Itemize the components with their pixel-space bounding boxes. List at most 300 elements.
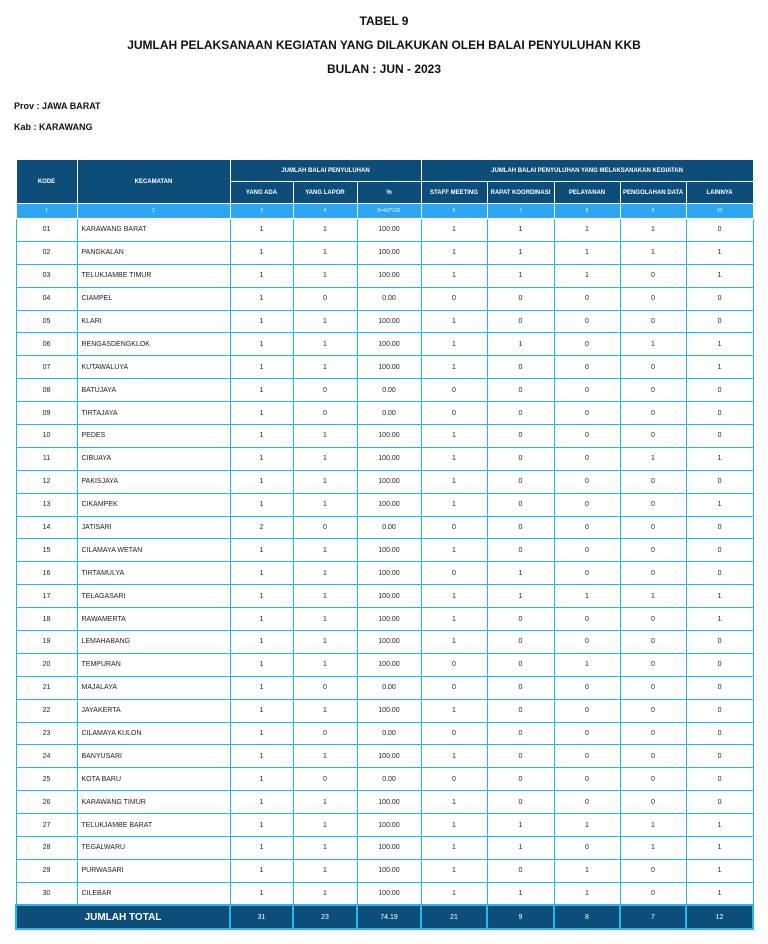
total-label: JUMLAH TOTAL	[16, 905, 230, 929]
cell-value: 0	[620, 402, 686, 425]
cell-value: 1	[487, 882, 554, 905]
report-period: BULAN : JUN - 2023	[326, 62, 442, 76]
table-row	[16, 379, 753, 402]
cell-kode: 23	[16, 722, 77, 745]
header-staff-meeting: STAFF MEETING	[421, 182, 487, 204]
cell-value: 0	[487, 516, 554, 539]
cell-value: 1	[293, 562, 357, 585]
cell-value: 0	[554, 425, 620, 448]
cell-value: 0.00	[357, 676, 421, 699]
cell-kecamatan: LEMAHABANG	[77, 631, 230, 654]
table-row	[16, 333, 753, 356]
total-value: 9	[487, 905, 554, 929]
table-row	[16, 562, 753, 585]
cell-kode: 30	[16, 882, 77, 905]
cell-value: 0	[487, 653, 554, 676]
cell-value: 1	[686, 585, 753, 608]
cell-value: 1	[230, 562, 293, 585]
cell-value: 100.00	[357, 585, 421, 608]
cell-value: 0	[686, 768, 753, 791]
cell-value: 0	[554, 470, 620, 493]
column-number: 6	[421, 204, 487, 219]
cell-value: 1	[421, 470, 487, 493]
cell-value: 1	[487, 562, 554, 585]
cell-value: 100.00	[357, 356, 421, 379]
cell-value: 1	[421, 493, 487, 516]
province-label: Prov :	[14, 101, 40, 111]
cell-value: 0	[487, 379, 554, 402]
cell-value: 1	[421, 608, 487, 631]
table-row	[16, 402, 753, 425]
cell-value: 1	[554, 814, 620, 837]
cell-value: 1	[293, 470, 357, 493]
cell-value: 100.00	[357, 241, 421, 264]
cell-value: 0	[686, 745, 753, 768]
cell-value: 0	[421, 562, 487, 585]
cell-value: 0	[487, 493, 554, 516]
cell-value: 0	[620, 425, 686, 448]
cell-value: 100.00	[357, 699, 421, 722]
cell-value: 0	[421, 287, 487, 310]
cell-value: 0	[421, 676, 487, 699]
cell-value: 1	[686, 241, 753, 264]
header-yang-ada: YANG ADA	[230, 182, 293, 204]
cell-value: 1	[620, 585, 686, 608]
cell-value: 0	[487, 745, 554, 768]
cell-value: 1	[293, 333, 357, 356]
cell-value: 0.00	[357, 402, 421, 425]
cell-value: 1	[487, 837, 554, 860]
cell-value: 0	[686, 539, 753, 562]
table-row	[16, 768, 753, 791]
cell-value: 0	[421, 768, 487, 791]
cell-value: 1	[293, 653, 357, 676]
cell-kode: 25	[16, 768, 77, 791]
cell-value: 1	[293, 447, 357, 470]
cell-value: 1	[293, 425, 357, 448]
cell-value: 100.00	[357, 539, 421, 562]
cell-value: 1	[421, 585, 487, 608]
cell-value: 1	[620, 447, 686, 470]
cell-value: 0	[620, 882, 686, 905]
cell-value: 0	[554, 608, 620, 631]
cell-value: 1	[230, 837, 293, 860]
header-group-kegiatan: JUMLAH BALAI PENYULUHAN YANG MELAKSANAKAN KEGIATAN	[421, 160, 753, 182]
cell-value: 0	[487, 425, 554, 448]
table-row	[16, 516, 753, 539]
cell-value: 100.00	[357, 814, 421, 837]
cell-value: 1	[293, 814, 357, 837]
cell-kode: 12	[16, 470, 77, 493]
cell-value: 1	[293, 859, 357, 882]
cell-value: 0	[421, 653, 487, 676]
cell-value: 1	[293, 837, 357, 860]
cell-kecamatan: TELAGASARI	[77, 585, 230, 608]
cell-kecamatan: CIKAMPEK	[77, 493, 230, 516]
column-number: 8	[554, 204, 620, 219]
cell-value: 0	[620, 699, 686, 722]
cell-kode: 20	[16, 653, 77, 676]
cell-value: 0	[487, 447, 554, 470]
cell-value: 0	[293, 379, 357, 402]
table-row	[16, 631, 753, 654]
cell-value: 0	[554, 539, 620, 562]
cell-kecamatan: JATISARI	[77, 516, 230, 539]
cell-value: 0	[686, 722, 753, 745]
total-value: 21	[421, 905, 487, 929]
table-row	[16, 722, 753, 745]
cell-value: 100.00	[357, 791, 421, 814]
cell-value: 100.00	[357, 745, 421, 768]
cell-value: 0	[620, 722, 686, 745]
cell-value: 0	[421, 516, 487, 539]
cell-value: 0	[293, 402, 357, 425]
cell-value: 1	[554, 585, 620, 608]
regency-value: KARAWANG	[39, 122, 93, 132]
total-value: 8	[554, 905, 620, 929]
cell-value: 0	[620, 768, 686, 791]
total-value: 74.19	[357, 905, 421, 929]
cell-value: 1	[421, 264, 487, 287]
cell-value: 1	[293, 539, 357, 562]
cell-value: 0	[554, 768, 620, 791]
cell-value: 1	[293, 356, 357, 379]
cell-kode: 24	[16, 745, 77, 768]
cell-kode: 18	[16, 608, 77, 631]
cell-value: 0	[686, 402, 753, 425]
cell-value: 100.00	[357, 470, 421, 493]
cell-value: 1	[293, 264, 357, 287]
cell-kecamatan: CILEBAR	[77, 882, 230, 905]
cell-kecamatan: KLARI	[77, 310, 230, 333]
cell-value: 1	[686, 882, 753, 905]
cell-value: 1	[421, 791, 487, 814]
cell-value: 1	[686, 356, 753, 379]
cell-value: 1	[554, 241, 620, 264]
cell-value: 1	[230, 287, 293, 310]
cell-value: 0	[293, 768, 357, 791]
cell-value: 0	[686, 287, 753, 310]
cell-value: 1	[293, 241, 357, 264]
cell-value: 0	[487, 402, 554, 425]
cell-value: 0	[686, 791, 753, 814]
cell-value: 0	[620, 676, 686, 699]
cell-value: 100.00	[357, 264, 421, 287]
cell-kode: 05	[16, 310, 77, 333]
cell-value: 100.00	[357, 608, 421, 631]
cell-kecamatan: KARAWANG TIMUR	[77, 791, 230, 814]
cell-value: 0	[686, 219, 753, 242]
cell-kecamatan: PANGKALAN	[77, 241, 230, 264]
column-number: 1	[16, 204, 77, 219]
cell-value: 0.00	[357, 516, 421, 539]
cell-kode: 01	[16, 219, 77, 242]
province-value: JAWA BARAT	[42, 101, 101, 111]
cell-value: 1	[293, 493, 357, 516]
cell-kode: 14	[16, 516, 77, 539]
cell-value: 1	[620, 814, 686, 837]
cell-value: 0	[686, 676, 753, 699]
cell-value: 0	[620, 470, 686, 493]
cell-value: 1	[230, 470, 293, 493]
cell-kode: 13	[16, 493, 77, 516]
cell-value: 0	[620, 310, 686, 333]
column-number: 10	[686, 204, 753, 219]
cell-value: 1	[230, 539, 293, 562]
cell-value: 0	[554, 791, 620, 814]
cell-kecamatan: TIRTAMULYA	[77, 562, 230, 585]
cell-value: 100.00	[357, 493, 421, 516]
cell-value: 100.00	[357, 425, 421, 448]
cell-value: 0	[487, 539, 554, 562]
cell-value: 0	[487, 608, 554, 631]
cell-value: 0	[487, 287, 554, 310]
total-value: 12	[686, 905, 753, 929]
cell-kecamatan: BATUJAYA	[77, 379, 230, 402]
cell-value: 0	[620, 356, 686, 379]
cell-value: 0	[487, 631, 554, 654]
cell-kecamatan: JAYAKERTA	[77, 699, 230, 722]
cell-value: 100.00	[357, 310, 421, 333]
cell-value: 0	[620, 745, 686, 768]
cell-value: 100.00	[357, 447, 421, 470]
cell-value: 1	[230, 745, 293, 768]
column-number: 5=4/3*100	[357, 204, 421, 219]
cell-value: 0	[620, 791, 686, 814]
cell-kode: 29	[16, 859, 77, 882]
cell-value: 1	[230, 722, 293, 745]
cell-value: 0	[487, 859, 554, 882]
cell-value: 0	[421, 402, 487, 425]
cell-kecamatan: RENGASDENGKLOK	[77, 333, 230, 356]
column-number: 9	[620, 204, 686, 219]
cell-value: 0	[686, 699, 753, 722]
cell-value: 1	[230, 608, 293, 631]
header-yang-lapor: YANG LAPOR	[293, 182, 357, 204]
cell-value: 0	[554, 379, 620, 402]
cell-value: 1	[686, 447, 753, 470]
cell-kecamatan: TELUKJAMBE TIMUR	[77, 264, 230, 287]
total-value: 7	[620, 905, 686, 929]
table-row	[16, 882, 753, 905]
cell-value: 0	[686, 470, 753, 493]
cell-value: 0	[487, 791, 554, 814]
cell-kecamatan: CIBUAYA	[77, 447, 230, 470]
cell-value: 0	[554, 562, 620, 585]
cell-value: 1	[230, 585, 293, 608]
cell-kecamatan: BANYUSARI	[77, 745, 230, 768]
cell-kode: 21	[16, 676, 77, 699]
cell-value: 1	[554, 264, 620, 287]
cell-value: 0	[554, 287, 620, 310]
cell-value: 0	[554, 676, 620, 699]
cell-kode: 06	[16, 333, 77, 356]
cell-kecamatan: CILAMAYA WETAN	[77, 539, 230, 562]
cell-value: 1	[686, 814, 753, 837]
cell-value: 1	[686, 264, 753, 287]
cell-value: 1	[620, 219, 686, 242]
cell-value: 0	[487, 356, 554, 379]
cell-value: 1	[421, 814, 487, 837]
cell-value: 1	[230, 814, 293, 837]
table-row	[16, 791, 753, 814]
cell-value: 1	[421, 356, 487, 379]
cell-value: 0	[554, 837, 620, 860]
table-row	[16, 425, 753, 448]
cell-value: 100.00	[357, 653, 421, 676]
cell-value: 100.00	[357, 333, 421, 356]
table-row	[16, 837, 753, 860]
cell-value: 0	[620, 562, 686, 585]
cell-value: 1	[293, 882, 357, 905]
cell-value: 1	[686, 493, 753, 516]
cell-value: 0	[554, 356, 620, 379]
cell-value: 1	[487, 219, 554, 242]
cell-value: 1	[620, 241, 686, 264]
cell-value: 0	[487, 470, 554, 493]
cell-value: 0	[554, 447, 620, 470]
cell-value: 0	[293, 287, 357, 310]
cell-value: 1	[487, 585, 554, 608]
cell-kode: 15	[16, 539, 77, 562]
total-row	[16, 905, 753, 929]
cell-value: 0	[620, 859, 686, 882]
cell-value: 1	[230, 653, 293, 676]
cell-value: 100.00	[357, 837, 421, 860]
total-value: 31	[230, 905, 293, 929]
cell-value: 0	[293, 516, 357, 539]
cell-value: 1	[230, 356, 293, 379]
header-pelayanan: PELAYANAN	[554, 182, 620, 204]
table-row	[16, 493, 753, 516]
cell-value: 0	[620, 264, 686, 287]
cell-value: 0	[487, 699, 554, 722]
cell-kode: 19	[16, 631, 77, 654]
table-row	[16, 241, 753, 264]
cell-kecamatan: TIRTAJAYA	[77, 402, 230, 425]
cell-value: 1	[686, 333, 753, 356]
cell-value: 1	[554, 653, 620, 676]
table-row	[16, 219, 753, 242]
cell-kode: 17	[16, 585, 77, 608]
cell-value: 1	[293, 310, 357, 333]
cell-value: 1	[293, 631, 357, 654]
cell-value: 0	[686, 653, 753, 676]
cell-kode: 27	[16, 814, 77, 837]
cell-value: 1	[230, 768, 293, 791]
cell-value: 0	[554, 516, 620, 539]
table-row	[16, 676, 753, 699]
cell-value: 1	[230, 379, 293, 402]
cell-kecamatan: KUTAWALUYA	[77, 356, 230, 379]
cell-kode: 28	[16, 837, 77, 860]
cell-value: 0	[554, 722, 620, 745]
cell-kode: 10	[16, 425, 77, 448]
table-row	[16, 447, 753, 470]
table-row	[16, 653, 753, 676]
cell-value: 0	[293, 722, 357, 745]
cell-value: 1	[686, 608, 753, 631]
cell-value: 1	[421, 310, 487, 333]
cell-value: 0.00	[357, 722, 421, 745]
cell-value: 1	[230, 402, 293, 425]
cell-value: 0	[554, 631, 620, 654]
cell-value: 1	[554, 859, 620, 882]
cell-value: 0	[554, 333, 620, 356]
column-number: 7	[487, 204, 554, 219]
table-row	[16, 539, 753, 562]
table-row	[16, 585, 753, 608]
cell-value: 1	[230, 791, 293, 814]
cell-value: 0	[487, 310, 554, 333]
cell-value: 0	[421, 379, 487, 402]
cell-kode: 11	[16, 447, 77, 470]
cell-value: 1	[421, 745, 487, 768]
cell-value: 0	[554, 402, 620, 425]
report-title: JUMLAH PELAKSANAAN KEGIATAN YANG DILAKUKAN OLEH BALAI PENYULUHAN KKB	[127, 38, 641, 52]
cell-value: 1	[230, 219, 293, 242]
cell-value: 1	[487, 814, 554, 837]
cell-value: 0	[620, 653, 686, 676]
header-kecamatan: KECAMATAN	[77, 160, 230, 204]
cell-value: 0	[487, 676, 554, 699]
regency-label: Kab :	[14, 122, 37, 132]
cell-value: 0	[686, 516, 753, 539]
cell-value: 1	[230, 493, 293, 516]
cell-value: 1	[686, 837, 753, 860]
cell-value: 100.00	[357, 859, 421, 882]
cell-kecamatan: MAJALAYA	[77, 676, 230, 699]
table-row	[16, 745, 753, 768]
cell-value: 1	[421, 447, 487, 470]
table-number-title: TABEL 9	[359, 14, 409, 28]
cell-value: 100.00	[357, 219, 421, 242]
cell-value: 1	[620, 837, 686, 860]
cell-kecamatan: CILAMAYA KULON	[77, 722, 230, 745]
header-group-balai: JUMLAH BALAI PENYULUHAN	[230, 160, 421, 182]
report-table	[15, 159, 754, 930]
header-percent: %	[357, 182, 421, 204]
cell-value: 1	[421, 539, 487, 562]
cell-value: 1	[421, 837, 487, 860]
cell-value: 1	[230, 310, 293, 333]
cell-value: 1	[230, 699, 293, 722]
cell-value: 1	[421, 425, 487, 448]
cell-value: 1	[421, 859, 487, 882]
table-row	[16, 356, 753, 379]
cell-value: 1	[230, 859, 293, 882]
cell-value: 0	[421, 722, 487, 745]
cell-value: 0	[293, 676, 357, 699]
cell-value: 100.00	[357, 631, 421, 654]
cell-value: 1	[554, 882, 620, 905]
table-row	[16, 608, 753, 631]
table-row	[16, 814, 753, 837]
cell-value: 1	[293, 699, 357, 722]
cell-value: 1	[230, 676, 293, 699]
table-row	[16, 264, 753, 287]
cell-kecamatan: PAKISJAYA	[77, 470, 230, 493]
cell-value: 1	[230, 447, 293, 470]
cell-value: 1	[293, 791, 357, 814]
cell-value: 0	[487, 768, 554, 791]
cell-value: 1	[487, 333, 554, 356]
cell-value: 0	[620, 539, 686, 562]
cell-value: 2	[230, 516, 293, 539]
cell-value: 0	[620, 631, 686, 654]
cell-value: 0	[620, 287, 686, 310]
table-row	[16, 470, 753, 493]
